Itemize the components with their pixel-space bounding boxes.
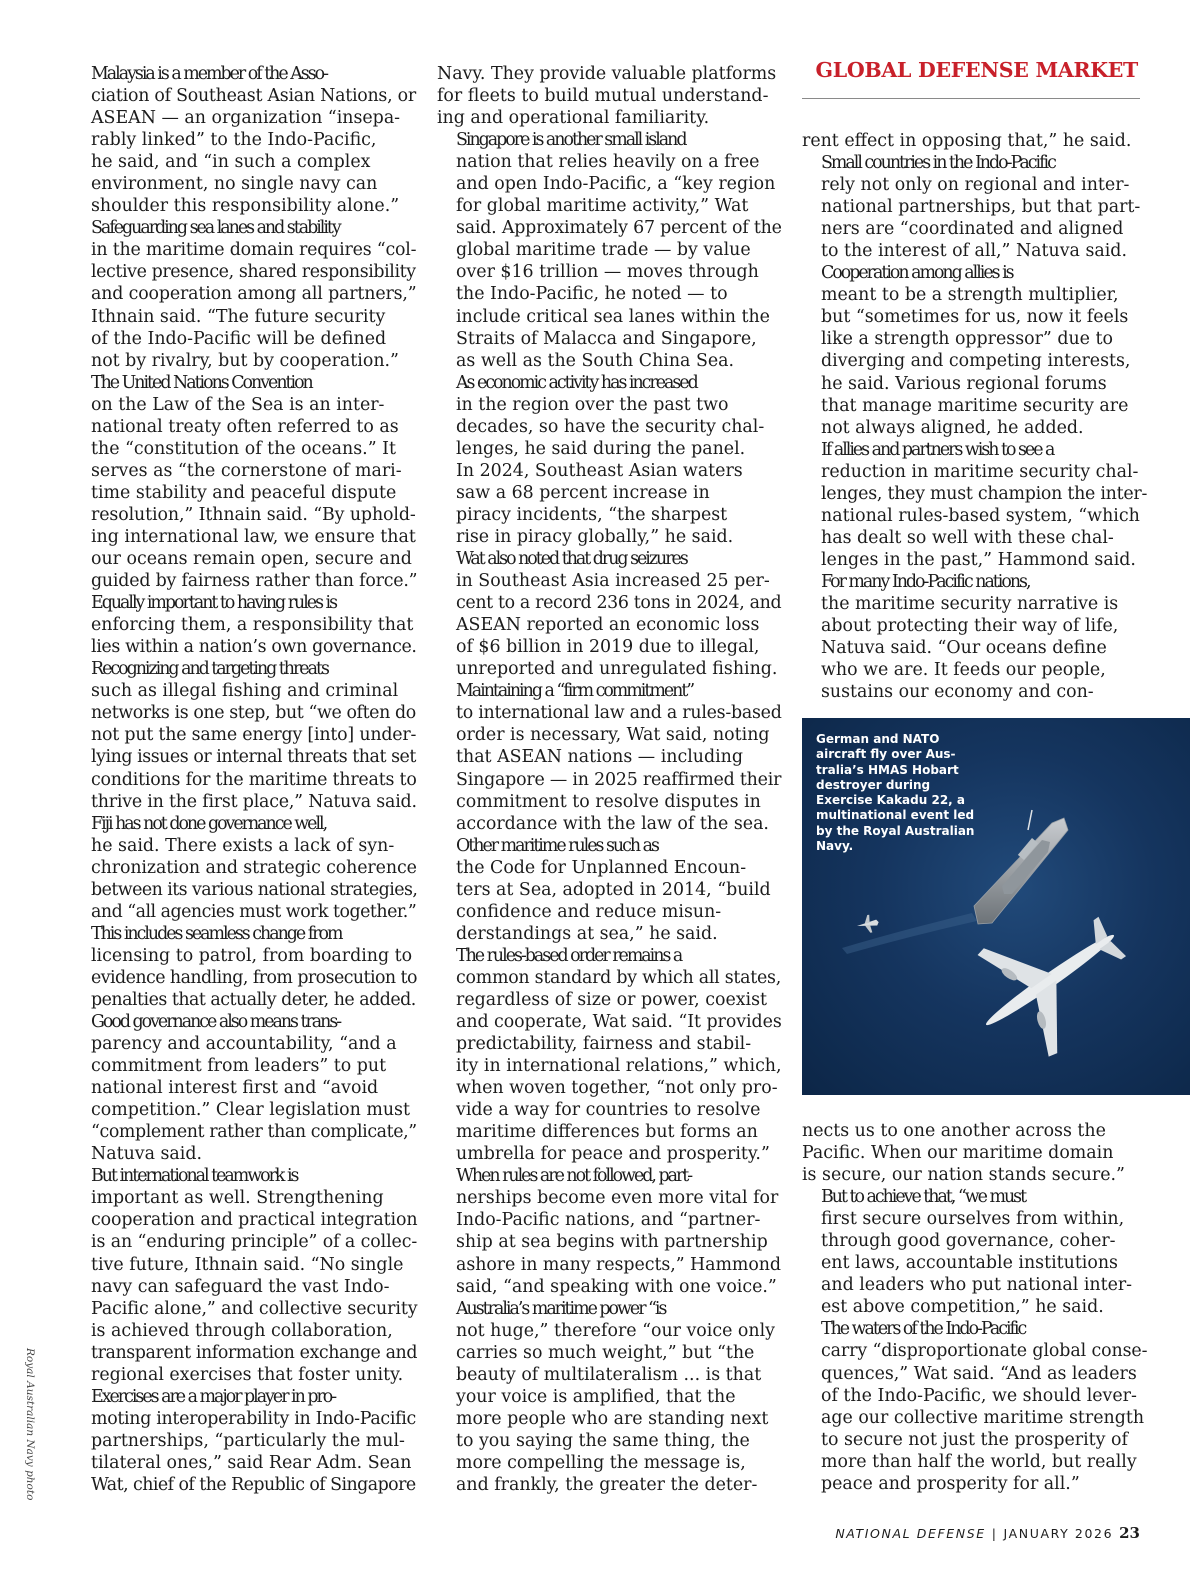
text-line: Indo-Pacific nations, and “partner-: [456, 1210, 761, 1231]
paragraph: [437, 548, 782, 680]
text-line: lenges in the past,” Hammond said.: [821, 549, 1136, 570]
text-line: shoulder this responsibility alone.”: [91, 196, 400, 217]
text-line: Singapore — in 2025 reaffirmed their: [456, 769, 782, 790]
text-line: include critical sea lanes within the: [456, 306, 770, 327]
paragraph: [802, 1318, 1147, 1494]
text-line: This includes seamless change from: [91, 923, 342, 944]
text-line: confidence and reduce misun-: [456, 901, 722, 922]
text-line: reduction in maritime security chal-: [821, 461, 1139, 482]
paragraph: [437, 945, 782, 1165]
text-line: Exercises are a major player in pro-: [91, 1386, 336, 1407]
text-line: time stability and peaceful dispute: [91, 482, 397, 503]
page-footer: [835, 1524, 1140, 1542]
text-line: national rules-based system, “which: [821, 505, 1140, 526]
text-line: parency and accountability, “and a: [91, 1034, 397, 1055]
text-line: he said. There exists a lack of syn-: [91, 835, 395, 856]
text-line: derstandings at sea,” he said.: [456, 923, 718, 944]
text-line: vide a way for countries to resolve: [456, 1100, 761, 1121]
paragraph: [802, 439, 1147, 571]
text-line: carries so much weight,” but “the: [456, 1342, 755, 1363]
text-line: over $16 trillion — moves through: [456, 262, 759, 283]
photo: [802, 718, 1190, 1095]
caption-line: tralia’s HMAS Hobart: [816, 762, 959, 777]
text-line: predictability, fairness and stabil-: [456, 1034, 752, 1055]
text-line: competition.” Clear legislation must: [91, 1100, 410, 1121]
text-line: commitment to resolve disputes in: [456, 791, 761, 812]
text-line: regional exercises that foster unity.: [91, 1364, 404, 1385]
paragraph: [437, 372, 782, 548]
text-line: to you saying the same thing, the: [456, 1430, 750, 1451]
text-line: carry “disproportionate global conse-: [821, 1341, 1148, 1362]
text-line: important as well. Strengthening: [91, 1188, 384, 1209]
text-line: beauty of multilateralism ... is that: [456, 1364, 762, 1385]
text-line: more than half the world, but really: [821, 1451, 1137, 1472]
text-line: peace and prosperity for all.”: [821, 1473, 1080, 1494]
text-line: ASEAN reported an economic loss: [456, 615, 760, 636]
text-line: If allies and partners wish to see a: [821, 439, 1054, 460]
text-line: est above competition,” he said.: [821, 1297, 1104, 1318]
text-line: about protecting their way of life,: [821, 616, 1119, 637]
paragraph: [72, 372, 417, 592]
text-line: that ASEAN nations — including: [456, 747, 743, 768]
text-line: Maintaining a “firm commitment”: [456, 681, 694, 702]
text-line: on the Law of the Sea is an inter-: [91, 394, 385, 415]
text-line: and frankly, the greater the deter-: [456, 1475, 758, 1495]
text-line: and leaders who put national inter-: [821, 1275, 1133, 1296]
text-line: not by rivalry, but by cooperation.”: [91, 350, 399, 371]
text-line: saw a 68 percent increase in: [456, 482, 710, 503]
text-line: and cooperate, Wat said. “It provides: [456, 1012, 782, 1033]
paragraph: [437, 63, 782, 129]
text-line: lenges, they must champion the inter-: [821, 483, 1148, 504]
text-line: ashore in many respects,” Hammond: [456, 1254, 782, 1275]
destroyer-antenna: [1028, 810, 1032, 830]
text-line: quences,” Wat said. “And as leaders: [821, 1363, 1137, 1384]
text-line: lies within a nation’s own governance.: [91, 637, 417, 658]
caption-line: Exercise Kakadu 22, a: [816, 793, 965, 808]
text-line: Fiji has not done governance well,: [91, 813, 327, 834]
text-line: partnerships, “particularly the mul-: [91, 1430, 405, 1451]
text-line: order is necessary, Wat said, noting: [456, 725, 770, 746]
text-line: Recognizing and targeting threats: [91, 659, 328, 680]
text-line: sustains our economy and con-: [821, 682, 1094, 703]
text-line: national partnerships, but that part-: [821, 197, 1141, 218]
text-line: through good governance, coher-: [821, 1231, 1116, 1252]
text-line: The waters of the Indo-Pacific: [821, 1319, 1026, 1340]
text-line: that manage maritime security are: [821, 395, 1129, 416]
text-line: national interest first and “avoid: [91, 1078, 379, 1099]
text-line: not always aligned, he added.: [821, 417, 1084, 438]
text-line: in the maritime domain requires “col-: [91, 240, 417, 261]
text-line: rent effect in opposing that,” he said.: [802, 131, 1132, 151]
text-line: chronization and strategic coherence: [91, 857, 417, 878]
text-line: guided by fairness rather than force.”: [91, 571, 418, 592]
text-line: the maritime security narrative is: [821, 593, 1119, 614]
text-line: meant to be a strength multiplier,: [821, 285, 1119, 306]
text-line: In 2024, Southeast Asian waters: [456, 460, 743, 481]
text-line: networks is one step, but “we often do: [91, 703, 416, 724]
text-line: said, “and speaking with one voice.”: [456, 1276, 777, 1297]
paragraph: [72, 923, 417, 1011]
fighter-jet: [855, 913, 880, 935]
text-line: but “sometimes for us, now it feels: [821, 307, 1129, 328]
text-line: is achieved through collaboration,: [91, 1320, 393, 1341]
text-line: The rules-based order remains a: [456, 945, 682, 966]
text-line: nation that relies heavily on a free: [456, 152, 760, 173]
text-line: Navy. They provide valuable platforms: [437, 64, 777, 84]
text-line: said. Approximately 67 percent of the: [456, 218, 782, 239]
caption-line: aircraft fly over Aus-: [816, 747, 956, 762]
text-line: tive future, Ithnain said. “No single: [91, 1254, 404, 1275]
text-line: “complement rather than complicate,”: [91, 1122, 417, 1143]
paragraph: [437, 1298, 782, 1496]
text-line: rise in piracy globally,” he said.: [456, 526, 734, 547]
text-line: in the region over the past two: [456, 394, 729, 415]
text-line: Good governance also means trans-: [91, 1012, 341, 1033]
text-line: Malaysia is a member of the Asso-: [91, 64, 327, 84]
text-line: environment, no single navy can: [91, 174, 378, 195]
footer-issue: JANUARY 2026: [1003, 1526, 1114, 1541]
paragraph: [802, 152, 1147, 262]
text-line: Safeguarding sea lanes and stability: [91, 218, 340, 239]
text-line: he said. Various regional forums: [821, 373, 1107, 394]
footer-publication: NATIONAL DEFENSE: [835, 1526, 986, 1541]
text-line: diverging and competing interests,: [821, 351, 1131, 372]
paragraph: [802, 130, 1147, 152]
text-line: to the interest of all,” Natuva said.: [821, 241, 1127, 262]
text-line: for global maritime activity,” Wat: [456, 196, 749, 217]
text-line: But to achieve that, “we must: [821, 1187, 1026, 1208]
text-line: Equally important to having rules is: [91, 593, 337, 614]
text-line: to international law and a rules-based: [456, 703, 782, 724]
text-line: our oceans remain open, secure and: [91, 549, 412, 570]
text-line: common standard by which all states,: [456, 967, 781, 988]
text-line: ners are “coordinated and aligned: [821, 219, 1124, 240]
footer-separator: |: [991, 1526, 998, 1541]
text-line: For many Indo-Pacific nations,: [821, 571, 1030, 592]
text-line: the Code for Unplanned Encoun-: [456, 857, 747, 878]
text-line: in Southeast Asia increased 25 per-: [456, 571, 770, 592]
text-line: As economic activity has increased: [456, 372, 697, 393]
paragraph: [437, 835, 782, 945]
text-line: ing international law, we ensure that: [91, 526, 416, 547]
caption-line: Navy.: [816, 839, 854, 854]
text-line: Other maritime rules such as: [456, 835, 658, 856]
text-line: cent to a record 236 tons in 2024, and: [456, 593, 782, 614]
text-line: The United Nations Convention: [91, 372, 312, 393]
text-line: piracy incidents, “the sharpest: [456, 504, 728, 525]
text-line: the Indo-Pacific, he noted — to: [456, 284, 728, 305]
paragraph: [802, 1120, 1147, 1186]
text-line: national treaty often referred to as: [91, 416, 399, 437]
text-line: regardless of size or power, coexist: [456, 989, 768, 1010]
text-line: Pacific alone,” and collective security: [91, 1298, 418, 1319]
text-line: nects us to one another across the: [802, 1121, 1106, 1141]
text-line: conditions for the maritime threats to: [91, 769, 417, 790]
text-line: for fleets to build mutual understand-: [437, 86, 769, 107]
text-line: When rules are not followed, part-: [456, 1166, 692, 1187]
header-rule: [802, 98, 1140, 99]
paragraph: [802, 262, 1147, 438]
paragraph: [437, 1165, 782, 1297]
text-line: ity in international relations,” which,: [456, 1056, 782, 1077]
text-line: is an “enduring principle” of a collec-: [91, 1232, 418, 1253]
text-line: lenges, he said during the panel.: [456, 438, 746, 459]
text-line: ciation of Southeast Asian Nations, or: [91, 86, 416, 107]
page-number: 23: [1119, 1524, 1140, 1542]
caption-line: destroyer during: [816, 777, 931, 792]
text-line: ing and operational familiarity.: [437, 108, 710, 129]
article-column-3-top: [802, 130, 1147, 703]
text-line: licensing to patrol, from boarding to: [91, 945, 413, 966]
paragraph: [437, 129, 782, 372]
text-line: more compelling the message is,: [456, 1452, 746, 1473]
paragraph: [802, 1186, 1147, 1318]
text-line: maritime differences but forms an: [456, 1122, 758, 1143]
text-line: But international teamwork is: [91, 1166, 298, 1187]
text-line: of $6 billion in 2019 due to illegal,: [456, 637, 760, 658]
text-line: moting interoperability in Indo-Pacific: [91, 1408, 416, 1429]
photo-credit: Royal Australian Navy photo: [24, 1348, 36, 1501]
text-line: and cooperation among all partners,”: [91, 284, 417, 305]
text-line: like a strength oppressor” due to: [821, 329, 1113, 350]
ship-wake: [842, 913, 977, 954]
text-line: and “all agencies must work together.”: [91, 901, 417, 922]
text-line: unreported and unregulated fishing.: [456, 659, 778, 680]
text-line: global maritime trade — by value: [456, 240, 751, 261]
text-line: Wat also noted that drug seizures: [456, 549, 687, 570]
text-line: evidence handling, from prosecution to: [91, 967, 417, 988]
text-line: tilateral ones,” said Rear Adm. Sean: [91, 1452, 412, 1473]
text-line: Wat, chief of the Republic of Singapore: [91, 1475, 416, 1495]
text-line: Cooperation among allies is: [821, 263, 1013, 284]
text-line: is secure, our nation stands secure.”: [802, 1165, 1125, 1186]
text-line: between its various national strategies,: [91, 879, 418, 900]
text-line: ent laws, accountable institutions: [821, 1253, 1118, 1274]
text-line: serves as “the cornerstone of mari-: [91, 460, 402, 481]
article-column-2: [437, 63, 782, 1496]
paragraph: [72, 592, 417, 658]
text-line: more people who are standing next: [456, 1408, 769, 1429]
paragraph: [72, 1386, 417, 1496]
text-line: Australia’s maritime power “is: [456, 1298, 666, 1319]
paragraph: [72, 63, 417, 217]
text-line: transparent information exchange and: [91, 1342, 418, 1363]
text-line: Natuva said.: [91, 1144, 203, 1165]
text-line: resolution,” Ithnain said. “By uphold-: [91, 504, 416, 525]
text-line: such as illegal fishing and criminal: [91, 681, 399, 702]
text-line: rably linked” to the Indo-Pacific,: [91, 130, 377, 151]
text-line: umbrella for peace and prosperity.”: [456, 1144, 770, 1165]
text-line: not huge,” therefore “our voice only: [456, 1320, 775, 1341]
text-line: thrive in the first place,” Natuva said.: [91, 791, 417, 812]
text-line: of the Indo-Pacific, we should lever-: [821, 1385, 1137, 1406]
text-line: ters at Sea, adopted in 2014, “build: [456, 879, 771, 900]
photo-caption: [816, 732, 986, 854]
text-line: he said, and “in such a complex: [91, 152, 371, 173]
text-line: Singapore is another small island: [456, 130, 686, 151]
text-line: decades, so have the security chal-: [456, 416, 765, 437]
paragraph: [72, 1011, 417, 1165]
text-line: rely not only on regional and inter-: [821, 175, 1130, 196]
text-line: Small countries in the Indo-Pacific: [821, 153, 1055, 174]
text-line: the “constitution of the oceans.” It: [91, 438, 396, 459]
text-line: your voice is amplified, that the: [456, 1386, 736, 1407]
text-line: lying issues or internal threats that set: [91, 747, 416, 768]
section-header: GLOBAL DEFENSE MARKET: [815, 58, 1138, 82]
paragraph: [437, 680, 782, 834]
paragraph: [72, 813, 417, 923]
text-line: Ithnain said. “The future security: [91, 306, 386, 327]
text-line: Natuva said. “Our oceans define: [821, 638, 1107, 659]
text-line: who we are. It feeds our people,: [821, 660, 1106, 681]
text-line: commitment from leaders” to put: [91, 1056, 387, 1077]
text-line: accordance with the law of the sea.: [456, 813, 769, 834]
text-line: when woven together, “not only pro-: [456, 1078, 778, 1099]
paragraph: [802, 571, 1147, 703]
text-line: first secure ourselves from within,: [821, 1209, 1125, 1230]
text-line: has dealt so well with these chal-: [821, 527, 1114, 548]
text-line: as well as the South China Sea.: [456, 350, 735, 371]
caption-line: by the Royal Australian: [816, 823, 975, 838]
text-line: lective presence, shared responsibility: [91, 262, 416, 283]
text-line: not put the same energy [into] under-: [91, 725, 417, 746]
article-column-1: [72, 63, 417, 1496]
caption-line: German and NATO: [816, 732, 940, 746]
text-line: Straits of Malacca and Singapore,: [456, 328, 757, 349]
text-line: navy can safeguard the vast Indo-: [91, 1276, 390, 1297]
paragraph: [72, 217, 417, 371]
text-line: of the Indo-Pacific will be defined: [91, 328, 387, 349]
text-line: ship at sea begins with partnership: [456, 1232, 768, 1253]
paragraph: [72, 658, 417, 812]
text-line: age our collective maritime strength: [821, 1407, 1145, 1428]
text-line: and open Indo-Pacific, a “key region: [456, 174, 776, 195]
article-column-3-bottom: [802, 1120, 1147, 1495]
text-line: nerships become even more vital for: [456, 1188, 779, 1209]
paragraph: [72, 1165, 417, 1385]
text-line: ASEAN — an organization “insepa-: [91, 108, 401, 129]
caption-line: multinational event led: [816, 808, 975, 823]
text-line: penalties that actually deter, he added.: [91, 989, 416, 1010]
text-line: to secure not just the prosperity of: [821, 1429, 1128, 1450]
text-line: cooperation and practical integration: [91, 1210, 418, 1231]
text-line: Pacific. When our maritime domain: [802, 1143, 1114, 1164]
text-line: enforcing them, a responsibility that: [91, 615, 414, 636]
